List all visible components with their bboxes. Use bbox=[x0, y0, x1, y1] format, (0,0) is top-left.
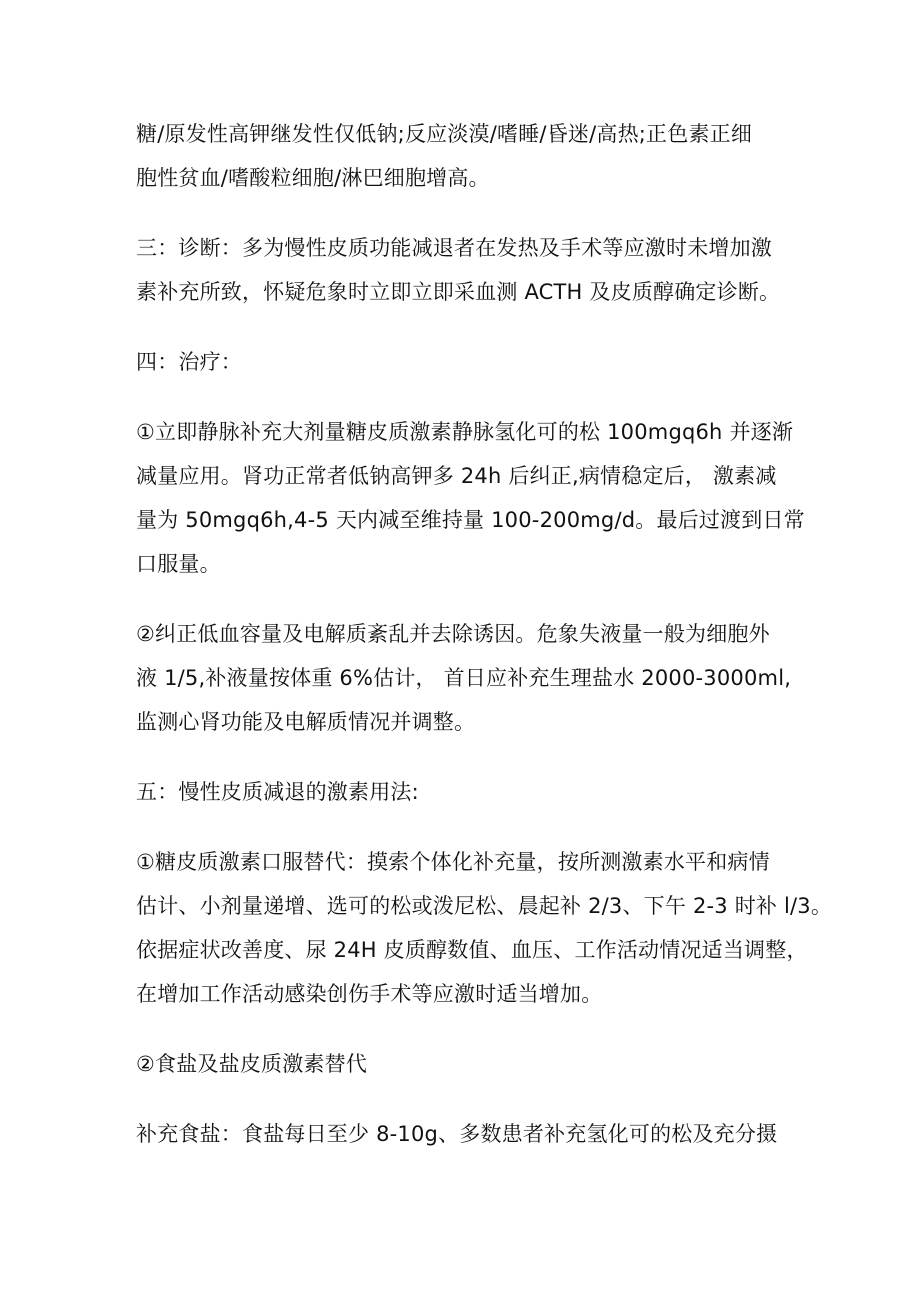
paragraph-glucocorticoid bbox=[136, 840, 833, 1016]
text-line: 监测心肾功能及电解质情况并调整。 bbox=[136, 710, 476, 734]
text-line: ①立即静脉补充大剂量糖皮质激素静脉氢化可的松 100mgq6h 并逐渐 bbox=[136, 420, 794, 444]
text-line: 补充食盐：食盐每日至少 8-10g、多数患者补充氢化可的松及充分摄 bbox=[136, 1122, 778, 1146]
text-line: 量为 50mgq6h,4-5 天内减至维持量 100-200mg∕d。最后过渡到日常 bbox=[136, 508, 805, 532]
text-line: 口服量。 bbox=[136, 552, 221, 576]
text-line: ①糖皮质激素口服替代：摸索个体化补充量，按所测激素水平和病情 bbox=[136, 850, 770, 874]
text-line: 素补充所致，怀疑危象时立即立即采血测 ACTH 及皮质醇确定诊断。 bbox=[136, 280, 781, 304]
text-line: 五：慢性皮质减退的激素用法: bbox=[136, 780, 419, 804]
text-line: 四：治疗： bbox=[136, 350, 242, 374]
text-line: ②食盐及盐皮质激素替代 bbox=[136, 1052, 368, 1076]
paragraph-salt-supplement bbox=[136, 1112, 800, 1156]
text-line: 在增加工作活动感染创伤手术等应激时适当增加。 bbox=[136, 982, 603, 1006]
paragraph-salt-heading bbox=[136, 1042, 800, 1086]
paragraph-symptoms-continued bbox=[136, 112, 800, 200]
text-line: 依据症状改善度、尿 24H 皮质醇数值、血压、工作活动情况适当调整， bbox=[136, 938, 808, 962]
paragraph-treatment-2 bbox=[136, 612, 800, 744]
text-line: 估计、小剂量递增、选可的松或泼尼松、晨起补 2/3、下午 2-3 时补 l/3。 bbox=[136, 894, 833, 918]
text-line: 糖/原发性高钾继发性仅低钠;反应淡漠/嗜睡/昏迷/高热;正色素正细 bbox=[136, 122, 753, 146]
text-line: 液 1/5,补液量按体重 6%估计， 首日应补充生理盐水 2000-3000ml, bbox=[136, 666, 792, 690]
text-line: ②纠正低血容量及电解质紊乱并去除诱因。危象失液量一般为细胞外 bbox=[136, 622, 770, 646]
section-heading-treatment bbox=[136, 340, 800, 384]
paragraph-treatment-1 bbox=[136, 410, 805, 586]
paragraph-diagnosis bbox=[136, 226, 800, 314]
text-line: 三：诊断：多为慢性皮质功能减退者在发热及手术等应激时未增加激 bbox=[136, 236, 772, 260]
text-line: 胞性贫血/嗜酸粒细胞/淋巴细胞增高。 bbox=[136, 166, 490, 190]
section-heading-hormone-usage bbox=[136, 770, 800, 814]
text-line: 减量应用。肾功正常者低钠高钾多 24h 后纠正,病情稳定后， 激素减 bbox=[136, 464, 777, 488]
